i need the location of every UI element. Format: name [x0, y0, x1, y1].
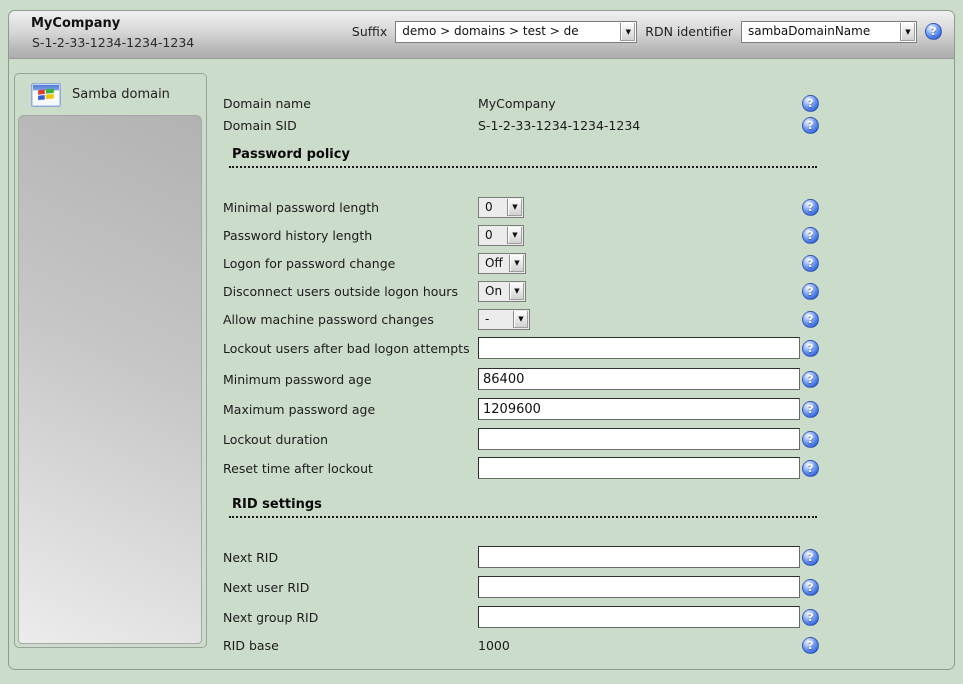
chevron-down-icon: ▼: [509, 283, 524, 300]
chevron-down-icon: ▼: [509, 255, 524, 272]
next-rid-label: Next RID: [223, 549, 279, 565]
help-icon[interactable]: ?: [802, 401, 819, 418]
lockout-duration-row: [223, 427, 819, 451]
minimum-password-age-label: Minimum password age: [223, 371, 372, 387]
maximum-password-age-label: Maximum password age: [223, 401, 376, 417]
rid-base-row: [223, 633, 819, 657]
logon-for-password-change-row: [223, 251, 819, 275]
next-rid-input[interactable]: [478, 546, 800, 568]
reset-time-after-lockout-row: [223, 456, 819, 480]
next-rid-row: [223, 545, 819, 569]
domain-sid-row: [223, 113, 819, 137]
help-icon[interactable]: ?: [802, 549, 819, 566]
chevron-down-icon: ▼: [507, 199, 522, 216]
help-icon[interactable]: ?: [802, 311, 819, 328]
minimal-password-length-select[interactable]: [478, 197, 524, 218]
sidebar-empty-area: [18, 115, 202, 644]
chevron-down-icon: ▼: [507, 227, 522, 244]
header-title-block: [9, 11, 194, 58]
header-bar: [9, 11, 954, 59]
domain-settings-form: [223, 89, 819, 659]
next-user-rid-row: [223, 575, 819, 599]
suffix-label: Suffix: [351, 24, 388, 39]
help-icon[interactable]: ?: [802, 579, 819, 596]
minimum-password-age-input[interactable]: [478, 368, 800, 390]
header-controls: [352, 10, 954, 58]
domain-sid-value: S-1-2-33-1234-1234-1234: [478, 117, 641, 133]
help-icon[interactable]: ?: [802, 609, 819, 626]
disconnect-users-label: Disconnect users outside logon hours: [223, 283, 458, 299]
next-group-rid-row: [223, 605, 819, 629]
domain-name-label: Domain name: [223, 95, 311, 111]
tab-samba-domain-label: Samba domain: [72, 87, 170, 102]
password-history-length-row: [223, 223, 819, 247]
minimal-password-length-label: Minimal password length: [223, 199, 380, 215]
reset-time-after-lockout-input[interactable]: [478, 457, 800, 479]
help-icon[interactable]: ?: [802, 431, 819, 448]
maximum-password-age-row: [223, 397, 819, 421]
logon-for-password-change-label: Logon for password change: [223, 255, 396, 271]
page-title: MyCompany: [31, 16, 121, 31]
help-icon[interactable]: ?: [925, 23, 942, 40]
domain-sid-subtitle: S-1-2-33-1234-1234-1234: [32, 35, 195, 50]
minimal-password-length-row: [223, 195, 819, 219]
lockout-users-input[interactable]: [478, 337, 800, 359]
maximum-password-age-input[interactable]: [478, 398, 800, 420]
suffix-select[interactable]: [395, 21, 637, 43]
chevron-down-icon: ▼: [900, 23, 915, 41]
next-user-rid-input[interactable]: [478, 576, 800, 598]
next-group-rid-label: Next group RID: [223, 609, 319, 625]
help-icon[interactable]: ?: [802, 637, 819, 654]
domain-sid-label: Domain SID: [223, 117, 297, 133]
chevron-down-icon: ▼: [513, 311, 528, 328]
logon-for-password-change-select[interactable]: [478, 253, 526, 274]
help-icon[interactable]: ?: [802, 340, 819, 357]
chevron-down-icon: ▼: [620, 23, 635, 41]
help-icon[interactable]: ?: [802, 283, 819, 300]
lockout-users-row: [223, 336, 819, 360]
minimum-password-age-row: [223, 367, 819, 391]
help-icon[interactable]: ?: [802, 460, 819, 477]
next-group-rid-input[interactable]: [478, 606, 800, 628]
rid-base-label: RID base: [223, 637, 279, 653]
module-sidebar: [14, 73, 207, 648]
samba-domain-panel: [8, 10, 955, 670]
disconnect-users-select[interactable]: [478, 281, 526, 302]
allow-machine-password-changes-select[interactable]: [478, 309, 530, 330]
select-value: 0: [485, 228, 493, 242]
select-value: 0: [485, 200, 493, 214]
help-icon[interactable]: ?: [802, 199, 819, 216]
help-icon[interactable]: ?: [802, 117, 819, 134]
password-history-length-label: Password history length: [223, 227, 373, 243]
rdn-identifier-select[interactable]: [741, 21, 917, 43]
rid-base-value: 1000: [478, 637, 510, 653]
lockout-users-label: Lockout users after bad logon attempts: [223, 340, 470, 356]
select-value: Off: [485, 256, 503, 270]
help-icon[interactable]: ?: [802, 371, 819, 388]
help-icon[interactable]: ?: [802, 95, 819, 112]
rdn-select-value: sambaDomainName: [748, 24, 871, 38]
tab-samba-domain[interactable]: [15, 74, 206, 115]
lockout-duration-input[interactable]: [478, 428, 800, 450]
lockout-duration-label: Lockout duration: [223, 431, 329, 447]
windows-flag-icon: [37, 87, 55, 102]
help-icon[interactable]: ?: [802, 227, 819, 244]
windows-logo-icon: [31, 83, 61, 107]
rid-settings-section-header: RID settings: [229, 497, 817, 518]
password-policy-section-header: Password policy: [229, 147, 817, 168]
password-history-length-select[interactable]: [478, 225, 524, 246]
select-value: On: [485, 284, 503, 298]
allow-machine-password-changes-row: [223, 307, 819, 331]
help-icon[interactable]: ?: [802, 255, 819, 272]
next-user-rid-label: Next user RID: [223, 579, 310, 595]
rdn-identifier-label: RDN identifier: [645, 24, 733, 39]
allow-machine-password-changes-label: Allow machine password changes: [223, 311, 434, 327]
domain-name-row: [223, 91, 819, 115]
reset-time-after-lockout-label: Reset time after lockout: [223, 460, 373, 476]
select-value: -: [485, 312, 490, 326]
domain-name-value: MyCompany: [478, 95, 556, 111]
disconnect-users-row: [223, 279, 819, 303]
suffix-select-value: demo > domains > test > de: [402, 24, 579, 38]
